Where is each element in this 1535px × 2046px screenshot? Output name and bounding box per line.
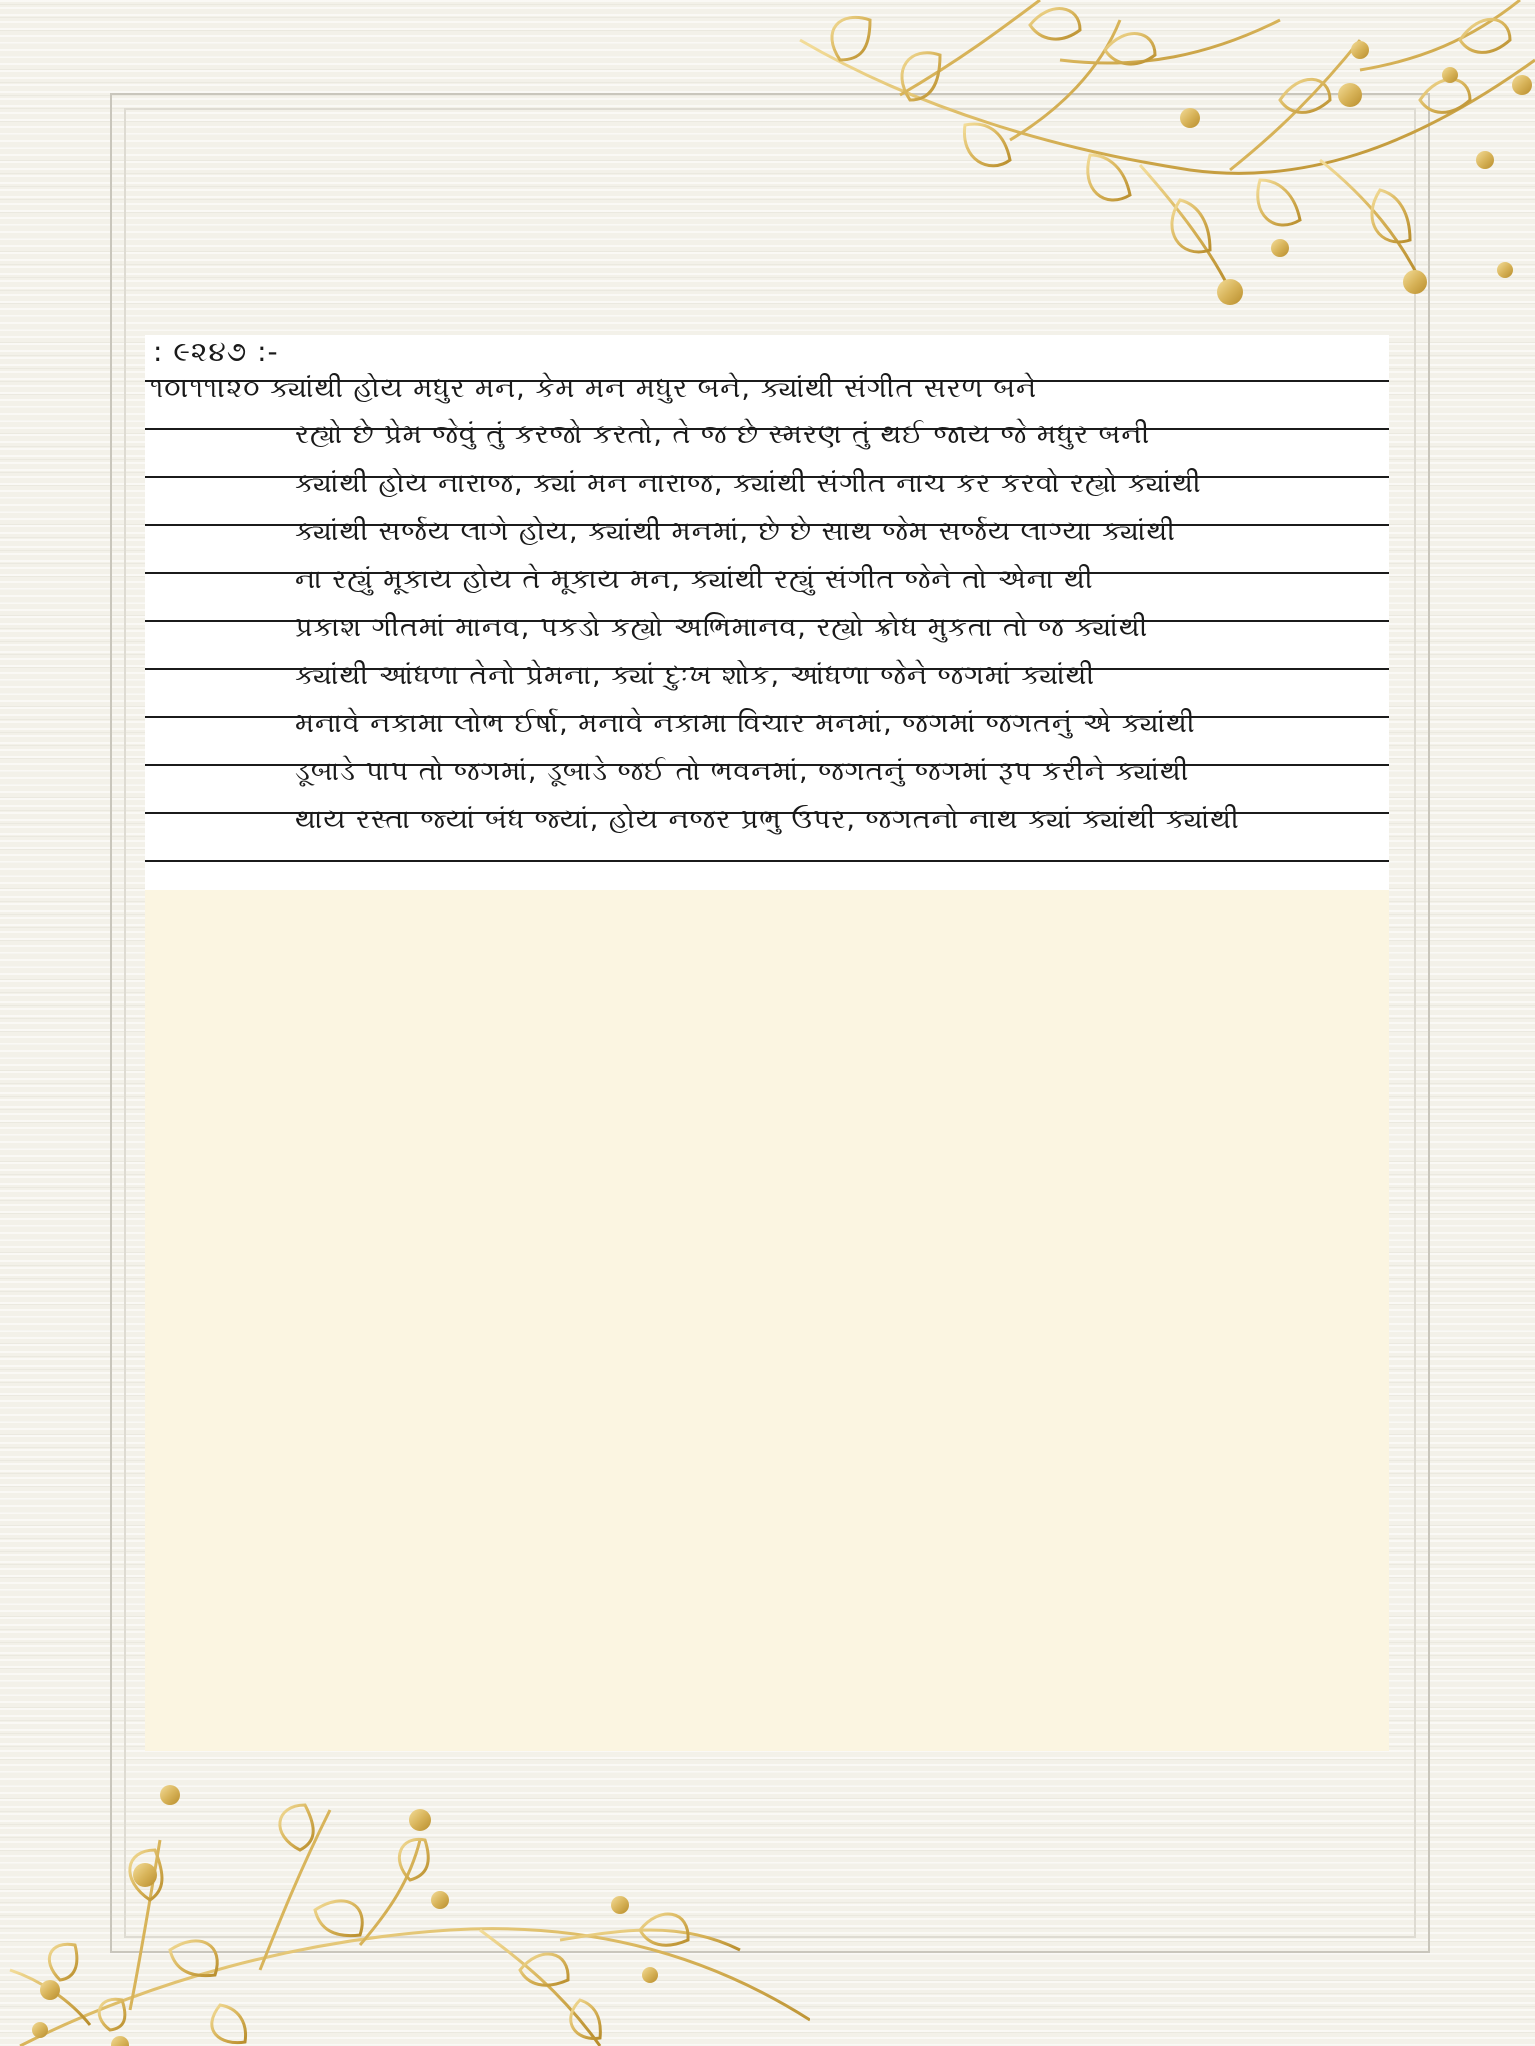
note-line: મનાવે નકામા લોભ ઈર્ષા, મનાવે નકામા વિચાર મનમાં, જગમાં જગતનું એ ક્યાંથી xyxy=(295,708,1196,739)
note-heading: : ૯૨૪૭ :- xyxy=(153,335,279,368)
note-line: થાય રસ્તા જ્યાં બંધ જ્યાં, હોય નજર પ્રભુ ઉપર, જગતનો નાથ ક્યાં ક્યાંથી ક્યાંથી xyxy=(295,804,1240,835)
note-line: રહ્યો છે પ્રેમ જેવું તું કરજો કરતો, તે જ છે સ્મરણ તું થઈ જાય જે મધુર બની xyxy=(295,419,1151,450)
note-line: ક્યાંથી આંધળા તેનો પ્રેમના, ક્યાં દુઃખ શોક, આંધળા જેને જગમાં ક્યાંથી xyxy=(295,660,1096,691)
note-line: ડૂબાડે પાપ તો જગમાં, ડૂબાડે જઈ તો ભવનમાં, જગતનું જગમાં રૂપ કરીને ક્યાંથી xyxy=(295,756,1190,787)
note-line: પ્રકાશ ગીતમાં માનવ, પકડો કહ્યો અભિમાનવ, રહ્યો ક્રોધ મુકતા તો જ ક્યાંથી xyxy=(295,612,1149,643)
note-line: ના રહ્યું મૂકાય હોય તે મૂકાય મન, ક્યાંથી રહ્યું સંગીત જેને તો એના થી xyxy=(295,564,1094,595)
floral-ornament-bottom-left xyxy=(0,1780,810,2046)
floral-ornament-top-right xyxy=(760,0,1535,310)
note-line: ૧૦।૧૧।૨૦ ક્યાંથી હોય મધુર મન, કેમ મન મધુર બને, ક્યાંથી સંગીત સરળ બને xyxy=(150,373,1038,404)
ruled-line xyxy=(145,860,1389,862)
note-line: ક્યાંથી હોય નારાજ, ક્યાં મન નારાજ, ક્યાંથી સંગીત નાચ કર કરવો રહ્યો ક્યાંથી xyxy=(295,468,1202,499)
note-line: ક્યાંથી સર્જય લાગે હોય, ક્યાંથી મનમાં, છે છે સાથ જેમ સર્જય લાગ્યા ક્યાંથી xyxy=(295,516,1176,547)
handwritten-note xyxy=(145,335,1389,890)
